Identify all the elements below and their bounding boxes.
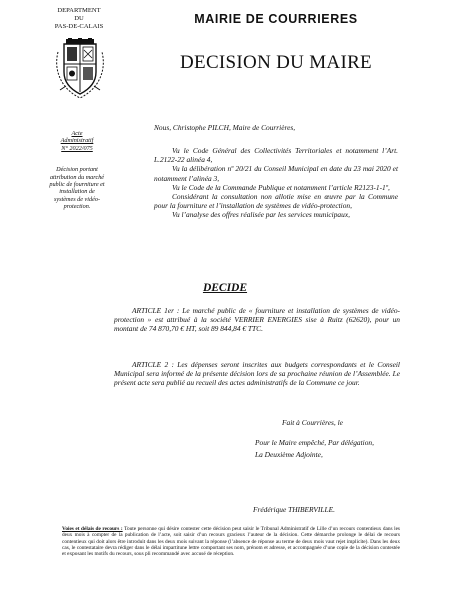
appeal-notice (62, 526, 400, 557)
department-heading (46, 7, 112, 31)
considerant-paragraph: Considérant la consultation non allotie mise en œuvre par la Commune pour la fourniture et l’installation de systèmes de vidéo-protection, (154, 192, 398, 211)
department-line: DEPARTMENT (57, 7, 101, 14)
appeal-notice-label: Voies et délais de recours : (62, 526, 123, 532)
coat-of-arms-icon (54, 38, 106, 100)
decision-summary-line: Décision portant (56, 166, 98, 174)
signature-role: La Deuxième Adjointe, (255, 450, 323, 459)
acte-number: N° 2022/075 (61, 144, 93, 152)
vu-paragraph: Vu le Code Général des Collectivités Territoriales et notamment l’Art. L.2122-22 alinéa 4, (154, 146, 398, 165)
signature-delegation: Pour le Maire empêché, Par délégation, (255, 438, 374, 447)
article-2 (114, 360, 400, 388)
article-1 (114, 306, 400, 334)
vu-paragraph: Vu la délibération nº 20/21 du Conseil Municipal en date du 23 mai 2020 et notamment l’alinéa 3, (154, 164, 398, 183)
decision-summary-line: public de fourniture et (49, 181, 105, 189)
vu-paragraph: Vu l’analyse des offres réalisée par les services municipaux, (172, 210, 350, 220)
decision-summary-line: attribution du marché (49, 173, 105, 181)
department-line: PAS-DE-CALAIS (54, 23, 104, 30)
article-2-text: ARTICLE 2 : Les dépenses seront inscrites aux budgets correspondants et le Conseil Municipal sera informé de la présente décision lors de sa prochaine réunion de l’Assemblée. Le présent acte sera publié au recueil des actes administratifs de la Commune ce jour. (114, 360, 400, 388)
intro-line: Nous, Christophe PILCH, Maire de Courrières, (154, 123, 296, 132)
decision-summary (22, 166, 132, 210)
appeal-notice-text: Toute personne qui désire contester cette décision peut saisir le Tribunal Administratif de Lille d’un recours contentieux dans les deux mois à compter de la publication de l’acte, soit saisir d’un recours gracieux l’auteur de la décision. Cette démarche prolonge le délai de recours contentieux qui doit alors être introduit dans les deux mois suivant la réponse (l’absence de réponse au terme de deux mois vaut rejet implicite). Dans les deux cas, le contestataire devra rédiger dans le délai impartitune lettre comportant ses nom, prénom et adresse, et accompagnée d’une copie de la décision contestée et exposant les motifs du recours, sous pli recommandé avec accusé de réception. (62, 526, 400, 558)
decision-summary-line: installation de (59, 188, 95, 196)
acte-type: Administratif (60, 137, 94, 145)
decide-heading: DECIDE (202, 282, 248, 294)
vu-paragraph: Vu le Code de la Commande Publique et notamment l’article R2123-1-1º, (172, 182, 390, 192)
signatory-name: Frédérique THIBERVILLE. (253, 505, 335, 514)
decision-summary-line: protection. (63, 203, 91, 211)
department-line: DU (74, 15, 84, 22)
document-title: DECISION DU MAIRE (180, 52, 372, 73)
legal-basis (154, 146, 398, 220)
mairie-heading: MAIRIE DE COURRIERES (194, 12, 358, 26)
article-1-text: ARTICLE 1er : Le marché public de « fourniture et installation de systèmes de vidéo-protection » est attribué à la société VERRIER ENERGIES sise à Ruitz (62620), pour un montant de 74 870,70 € HT, soit 89 844,84 € TTC. (114, 306, 400, 334)
signature-place: Fait à Courrières, le (282, 418, 343, 427)
acte-sidebar (22, 130, 132, 211)
decision-summary-line: systèmes de vidéo- (53, 195, 101, 203)
acte-label: Acte (71, 130, 83, 137)
